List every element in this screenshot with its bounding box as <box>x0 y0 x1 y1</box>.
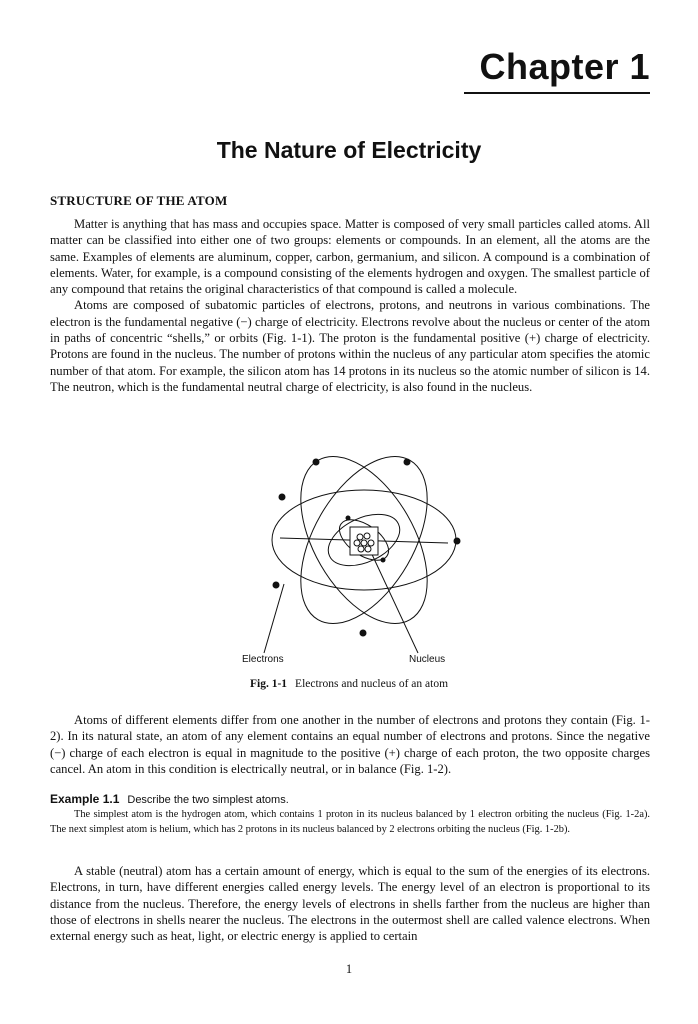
atom-figure <box>236 448 476 678</box>
electron-dot <box>279 494 286 501</box>
electron-dot <box>454 538 461 545</box>
example-label: Example 1.1 <box>50 792 120 806</box>
example-block <box>50 792 650 837</box>
nucleus-label: Nucleus <box>409 654 446 665</box>
chapter-title: Chapter 1 <box>479 46 650 87</box>
chapter-rule <box>464 92 650 94</box>
example-question: Describe the two simplest atoms. <box>127 794 289 806</box>
atom-diagram <box>236 448 476 678</box>
paragraph-energy: A stable (neutral) atom has a certain amount of energy, which is equal to the sum of the energies of its electrons. Electrons, in turn, have different energies called energy levels. The energy level of an electron is proportional to its distance from the nucleus. Therefore, the energy levels of electrons in shells farther from the nucleus are higher than those of electrons in shells nearer the nucleus. The electrons in the outermost shell are called valence electrons. When external energy such as heat, light, or electric energy is applied to certain <box>50 864 650 944</box>
electron-dot <box>273 582 280 589</box>
nucleus-leader-line <box>369 548 418 653</box>
example-heading <box>50 792 650 808</box>
intro-text <box>50 216 650 395</box>
section-heading: STRUCTURE OF THE ATOM <box>50 193 228 208</box>
electron-dot <box>360 630 367 637</box>
paragraph-atoms-differ: Atoms of different elements differ from one another in the number of electrons and protons they contain (Fig. 1-2). In its natural state, an atom of any element contains an equal number of electrons and protons. Since the negative (−) charge of each electron is equal in magnitude to the positive (+) charge of each proton, the two opposite charges cancel. An atom in this condition is electrically neutral, or in balance (Fig. 1-2). <box>50 713 650 776</box>
figure-number: Fig. 1-1 <box>249 678 288 690</box>
page-number: 1 <box>345 962 353 976</box>
figure-caption <box>0 678 698 690</box>
chapter-header <box>479 46 650 88</box>
electrons-leader-line <box>264 584 284 653</box>
example-answer: The simplest atom is the hydrogen atom, which contains 1 proton in its nucleus balanced by 1 electron orbiting the nucleus (Fig. 1-2a). The next simplest atom is helium, which has 2 protons in its nucleus balanced by 2 electrons orbiting the nucleus (Fig. 1-2b). <box>50 809 650 835</box>
figure-caption-text: Electrons and nucleus of an atom <box>295 678 449 690</box>
electron-dot <box>313 459 320 466</box>
paragraph-atoms: Atoms are composed of subatomic particles of electrons, protons, and neutrons in various combinations. The electron is the fundamental negative (−) charge of electricity. Electrons revolve about the nucleus or center of the atom in paths of concentric “shells,” or orbits (Fig. 1-1). The proton is the fundamental positive (+) charge of electricity. Protons are found in the nucleus. The number of protons within the nucleus of any particular atom specifies the atomic number of that atom. For example, the silicon atom has 14 protons in its nucleus so the atomic number of silicon is 14. The neutron, which is the fundamental neutral charge of electricity, is also found in the nucleus. <box>50 298 650 394</box>
nucleus <box>350 527 378 555</box>
electron-dot <box>404 459 411 466</box>
energy-text <box>50 863 650 944</box>
electron-dot <box>346 516 351 521</box>
atoms-differ-text <box>50 712 650 777</box>
electron-dot <box>381 558 386 563</box>
paragraph-matter: Matter is anything that has mass and occupies space. Matter is composed of very small particles called atoms. All matter can be classified into either one of two groups: elements or compounds. In an element, all the atoms are the same. Examples of elements are aluminum, copper, carbon, germanium, and silicon. A compound is a combination of elements. Water, for example, is a compound consisting of the elements hydrogen and oxygen. The smallest particle of any compound that retains the original characteristics of that compound is called a molecule. <box>50 217 650 297</box>
document-title: The Nature of Electricity <box>216 137 482 163</box>
electrons-label: Electrons <box>242 654 284 665</box>
